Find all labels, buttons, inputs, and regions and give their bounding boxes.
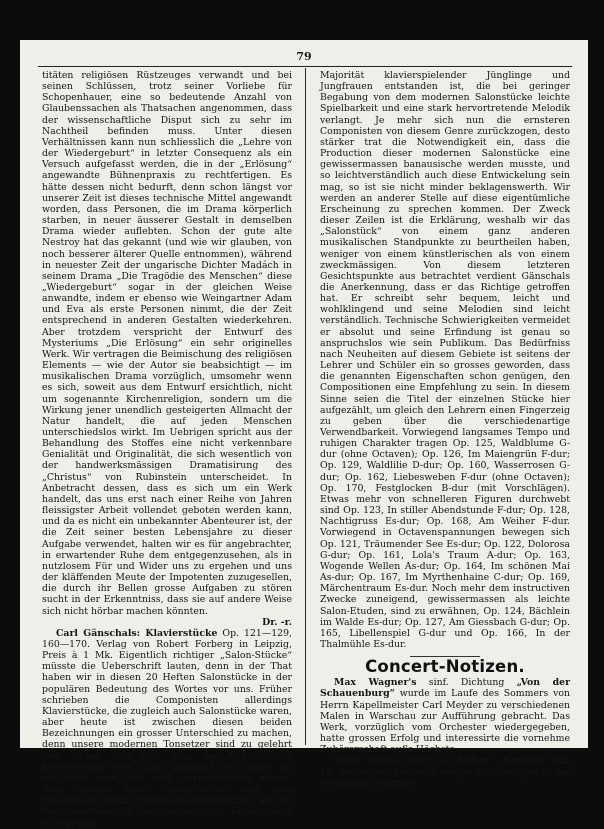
left-column <box>42 70 292 829</box>
gaenschals-review <box>42 628 292 829</box>
header-rule <box>38 66 572 67</box>
note-text: Unser Referat über das <box>334 755 457 767</box>
page-number: 79 <box>296 50 312 63</box>
right-column <box>320 70 570 789</box>
review-signature: Dr. -r. <box>262 616 292 628</box>
note-text: vom 15. September erscheint wegen Raummangel in der November-Nummer. <box>320 755 570 789</box>
newspaper-page <box>20 40 588 829</box>
gaenschals-review-text: Op. 121—129, 160—170. Verlag von Robert Forberg in Leipzig, Preis à 1 Mk. Eigentlich richtiger „Salon-Stücke“ müsste die Ueberschrift lauten, denn in der That haben wir in diesen 20 Heften Salonstücke in der populären Bedeutung des Wortes vor uns. Früher schrieben die Componisten allerdings Klavierstücke, die zugleich auch Salonstücke waren, aber heute ist zwischen diesen beiden Bezeichnungen ein grosser Unterschied zu machen, denn unsere modernen Tonsetzer sind zu gelehrt und bilden sich ein, dass der Werth ihrer Klavierstücke erst dann garantirt sei, wenn sie möglichst complicirt und unverständlich wären. Aber gerade diese Eigenschaften sind dem Salonstücke wenig zuträglich, umsoweniger, als mit der zunehmenden Verbreitung des Klavierspiels eine grosse <box>42 627 292 829</box>
gaenschals-review-continued: Majorität klavierspielender Jünglinge und Jungfrauen entstanden ist, die bei geringer Begabung von dem modernen Salonstücke leichte Spielbarkeit und eine stark hervortretende Melodik verlangt. Je mehr sich nun die ernsteren Componisten von diesem Genre zurückzogen, desto stärker trat die Notwendigkeit ein, dass die Production dieser modernen Salonstücke eine gewissermassen banausische werden musste, und so leichtverständlich auch diese Entwickelung sein mag, so ist sie nicht minder beklagenswerth. Wir werden an anderer Stelle auf diese eigentümliche Erscheinung zu sprechen kommen. Der Zweck dieser Zeilen ist die Erklärung, weshalb wir das „Salonstück“ von einem ganz anderen musikalischen Standpunkte zu beurtheilen haben, weniger von einem künstlerischen als von einem zweckmässigen. Von diesem letzteren Gesichtspunkte aus betrachtet verdient Gänschals die Anerkennung, dass er das Richtige getroffen hat. Er schreibt sehr bequem, leicht und wohlklingend und seine Melodien sind leicht verständlich. Technische Schwierigkeiten vermeidet er absolut und seine Erfindung ist genau so anspruchslos wie sein Publikum. Das Bedürfniss nach Neuheiten auf diesem Gebiete ist seitens der Lehrer und Schüler ein so grosses geworden, dass die genannten Eigenschaften schon genügen, den Compositionen eine Empfehlung zu sein. In diesem Sinne seien die Titel der einzelnen Stücke hier aufgezählt, um gleich den Lehrern einen Fingerzeig zu geben über die verschiedenartige Verwendbarkeit. Vorwiegend langsames Tempo und ruhigen Charakter tragen Op. 125, Waldblume G-dur (ohne Octaven); Op. 126, Im Maiengrün F-dur; Op. 129, Waldlilie D-dur; Op. 160, Wasserrosen G-dur; Op. 162, Liebesweben F-dur (ohne Octaven); Op. 170, Festglocken B-dur (mit Vorschlägen). Etwas mehr von schnelleren Figuren durchwebt sind Op. 123, In stiller Abendstunde F-dur; Op. 128, Nachtigruss Es-dur; Op. 168, Am Weiher F-dur. Vorwiegend in Octavenspannungen bewegen sich Op. 121, Träumender See Es-dur; Op. 122, Dolorosa G-dur; Op. 161, Lola's Traum A-dur; Op. 163, Wogende Wellen As-dur; Op. 164, Im schönen Mai As-dur; Op. 167, Im Myrthenhaine C-dur; Op. 169, Märchentraum Es-dur. Noch mehr dem instructiven Zwecke zuneigend, gewissermassen als leichte Salon-Etuden, sind zu erwähnen, Op. 124, Bächlein im Walde Es-dur; Op. 127, Am Giessbach G-dur; Op. 165, Libellenspiel G-dur und Op. 166, In der Thalmühle Es-dur. <box>320 70 570 650</box>
note-text: wurde im Laufe des Sommers von Herrn Kapellmeister Carl Meyder zu verschiedenen Malen in Warschau zur Aufführung gebracht. Das Werk, vorzüglich vom Orchester wiedergegeben, hatte grossen Erfolg und interessirte die vornehme Zuhörerschaft auf's Höchste. <box>320 688 570 756</box>
concert-note-zither <box>320 755 570 788</box>
gaenschals-review-heading: Carl Gänschals: Klavierstücke <box>56 627 218 639</box>
column-divider <box>305 68 306 745</box>
concert-notes-heading: Concert-Notizen. <box>365 657 525 677</box>
note-text: sinf. Dichtung <box>416 677 517 689</box>
concert-name: Zither - Concert <box>456 755 546 767</box>
work-title: „Von der Schauenburg“ <box>320 677 570 700</box>
concert-note-wagner <box>320 677 570 755</box>
composer-name: Max Wagner's <box>334 677 417 689</box>
weingartner-review-text: titäten religiösen Rüstzeuges verwandt und bei seinen Schlüssen, trotz seiner Vorliebe für Schopenhauer, eine so bedeutende Anzahl von Glaubenssachen als Thatsachen angenommen, dass der wissenschaftliche Disput sich zu sehr im Nachtheil befinden muss. Unter diesen Verhältnissen kann nun schliesslich die „Lehre von der Wiedergeburt“ in letzter Consequenz als ein Versuch aufgefasst werden, die in der „Erlösung“ angewandte Bühnenpraxis zu rechtfertigen. Es hätte dessen nicht bedurft, denn schon längst vor unserer Zeit ist dieses technische Mittel angewandt worden, dass Personen, die im Drama körperlich starben, in neuer äusserer Gestalt in demselben Drama wieder auflebten. Schon der gute alte Nestroy hat das gekannt (und wie wir glauben, von noch besserer älterer Quelle entnommen), während in neuester Zeit der ungarische Dichter Madách in seinem Drama „Die Tragödie des Menschen“ diese „Wiedergeburt“ sogar in der gleichen Weise anwandte, indem er ebenso wie Weingartner Adam und Eva als erste Personen nimmt, die der Zeit entsprechend in anderen Gestalten wiederkehren. Aber trotzdem verspricht der Entwurf des Mysteriums „Die Erlösung“ ein sehr originelles Werk. Wir vertragen die Beimischung des religiösen Elements — wie der Autor sie beabsichtigt — im musikalischen Drama vorzüglich, umsomehr wenn es sich, soweit aus dem Entwurf ersichtlich, nicht um sogenannte Kirchenreligion, sondern um die Wirkung jener unendlich gesteigerten Allmacht der Natur handelt, die auf jeden Menschen unterschiedslos wirkt. Im Uebrigen spricht aus der Behandlung des Stoffes eine nicht verkennbare Genialität und Originalität, die sich wesentlich von der handwerksmässigen Dramatisirung des „Christus“ von Rubinstein unterscheidet. In Anbetracht dessen, dass es sich um ein Werk handelt, das uns erst nach einer Reihe von Jahren fleissigster Arbeit vollendet geboten werden kann, und da es nicht ein unbekannter Abenteurer ist, der die Zeit seiner besten Lebensjahre zu dieser Aufgabe verwendet, halten wir es für angebrachter, in erwartender Ruhe dem entgegenzusehen, als in nutzlosem Für und Wider uns zu ergehen und uns der kläffenden Meute der Impotenten zuzugesellen, die durch ihr Bellen grosse Aufgaben zu stören sucht in der Erkenntniss, dass sie auf andere Weise sich nicht hörbar machen könnten. <box>42 70 292 617</box>
